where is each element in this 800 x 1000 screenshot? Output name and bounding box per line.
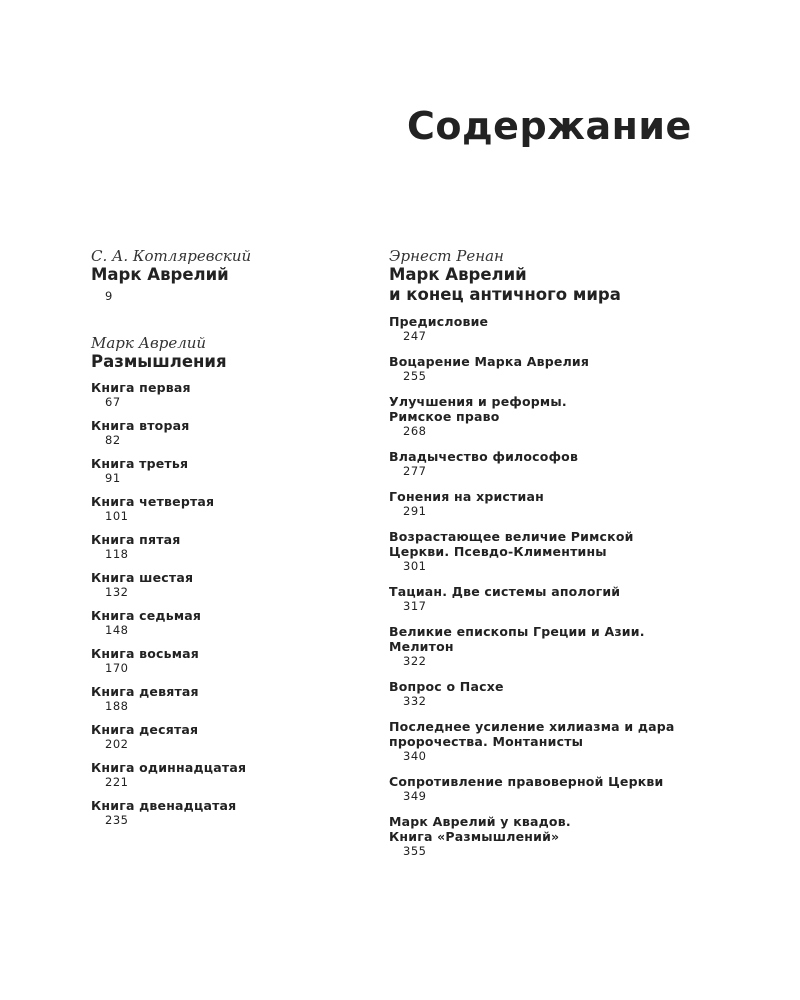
toc-entry-title: Книга двенадцатая — [91, 798, 237, 813]
toc-entry[interactable] — [91, 380, 361, 410]
section-work-title: Марк Аврелий — [91, 265, 229, 284]
toc-list — [91, 380, 361, 828]
toc-entry-page: 301 — [403, 559, 427, 573]
toc-entry-page: 317 — [403, 599, 427, 613]
toc-entry-title: Гонения на христиан — [389, 489, 544, 504]
toc-entry-page: 132 — [105, 585, 129, 599]
toc-entry-page: 340 — [403, 749, 427, 763]
right-column — [389, 247, 689, 869]
toc-entry-title: Владычество философов — [389, 449, 579, 464]
toc-entry-page: 148 — [105, 623, 129, 637]
toc-entry-page: 291 — [403, 504, 427, 518]
toc-entry[interactable] — [389, 719, 689, 764]
section-meditations — [91, 334, 361, 828]
toc-entry-page: 349 — [403, 789, 427, 803]
section-work-title: Марк Аврелий и конец античного мира — [389, 265, 621, 304]
toc-entry[interactable] — [91, 646, 361, 676]
toc-entry[interactable] — [91, 456, 361, 486]
toc-entry[interactable] — [91, 684, 361, 714]
toc-entry[interactable] — [91, 760, 361, 790]
toc-entry-title: Великие епископы Греции и Азии. Мелитон — [389, 624, 645, 654]
toc-entry-page: 268 — [403, 424, 427, 438]
toc-entry[interactable] — [91, 494, 361, 524]
toc-entry[interactable] — [91, 570, 361, 600]
toc-entry-title: Книга одиннадцатая — [91, 760, 247, 775]
section-author: Марк Аврелий — [91, 334, 207, 352]
toc-entry-title: Последнее усиление хилиазма и дара пророчества. Монтанисты — [389, 719, 675, 749]
toc-entry[interactable] — [389, 354, 689, 384]
toc-entry[interactable] — [91, 798, 361, 828]
toc-entry-page: 188 — [105, 699, 129, 713]
section-author: Эрнест Ренан — [389, 247, 504, 265]
toc-entry-page: 221 — [105, 775, 129, 789]
toc-entry[interactable] — [389, 814, 689, 859]
toc-entry[interactable] — [91, 722, 361, 752]
toc-entry-title: Книга третья — [91, 456, 189, 471]
toc-entry[interactable] — [389, 314, 689, 344]
toc-entry[interactable] — [389, 489, 689, 519]
toc-entry-title: Предисловие — [389, 314, 489, 329]
toc-entry-page: 332 — [403, 694, 427, 708]
toc-entry-page: 355 — [403, 844, 427, 858]
toc-entry-page: 277 — [403, 464, 427, 478]
left-column — [91, 247, 361, 836]
section-kotlyarevsky — [91, 247, 361, 304]
toc-entry-page: 67 — [105, 395, 121, 409]
toc-entry-title: Книга первая — [91, 380, 191, 395]
toc-entry[interactable] — [389, 529, 689, 574]
toc-entry-page: 101 — [105, 509, 129, 523]
toc-entry[interactable] — [389, 774, 689, 804]
toc-entry-title: Книга вторая — [91, 418, 190, 433]
toc-entry-title: Воцарение Марка Аврелия — [389, 354, 590, 369]
toc-entry-title: Тациан. Две системы апологий — [389, 584, 621, 599]
toc-entry-page: 118 — [105, 547, 129, 561]
toc-entry-page: 322 — [403, 654, 427, 668]
toc-entry-page: 235 — [105, 813, 129, 827]
toc-entry-title: Книга шестая — [91, 570, 194, 585]
section-work-title: Размышления — [91, 352, 227, 371]
toc-entry-title: Сопротивление правоверной Церкви — [389, 774, 664, 789]
page-title: Содержание — [407, 104, 692, 148]
toc-list — [389, 314, 689, 859]
toc-entry-title: Улучшения и реформы. Римское право — [389, 394, 567, 424]
toc-entry[interactable] — [91, 532, 361, 562]
toc-entry[interactable] — [91, 608, 361, 638]
toc-entry-page: 91 — [105, 471, 121, 485]
toc-entry[interactable] — [389, 584, 689, 614]
toc-entry-title: Книга пятая — [91, 532, 181, 547]
toc-entry-title: Книга седьмая — [91, 608, 202, 623]
toc-entry-page: 247 — [403, 329, 427, 343]
section-page-number: 9 — [105, 289, 113, 303]
toc-entry-page: 82 — [105, 433, 121, 447]
toc-entry-page: 170 — [105, 661, 129, 675]
toc-entry-page: 202 — [105, 737, 129, 751]
toc-entry-title: Книга девятая — [91, 684, 199, 699]
toc-entry[interactable] — [389, 394, 689, 439]
toc-entry[interactable] — [389, 624, 689, 669]
toc-entry-title: Вопрос о Пасхе — [389, 679, 504, 694]
toc-entry-title: Книга десятая — [91, 722, 199, 737]
section-author: С. А. Котляревский — [91, 247, 252, 265]
toc-entry[interactable] — [91, 418, 361, 448]
toc-entry-page: 255 — [403, 369, 427, 383]
toc-entry[interactable] — [389, 679, 689, 709]
toc-entry[interactable] — [389, 449, 689, 479]
toc-entry-title: Возрастающее величие Римской Церкви. Псевдо-Климентины — [389, 529, 634, 559]
toc-entry-title: Марк Аврелий у квадов. Книга «Размышлений» — [389, 814, 571, 844]
toc-entry-title: Книга четвертая — [91, 494, 215, 509]
toc-entry-title: Книга восьмая — [91, 646, 200, 661]
